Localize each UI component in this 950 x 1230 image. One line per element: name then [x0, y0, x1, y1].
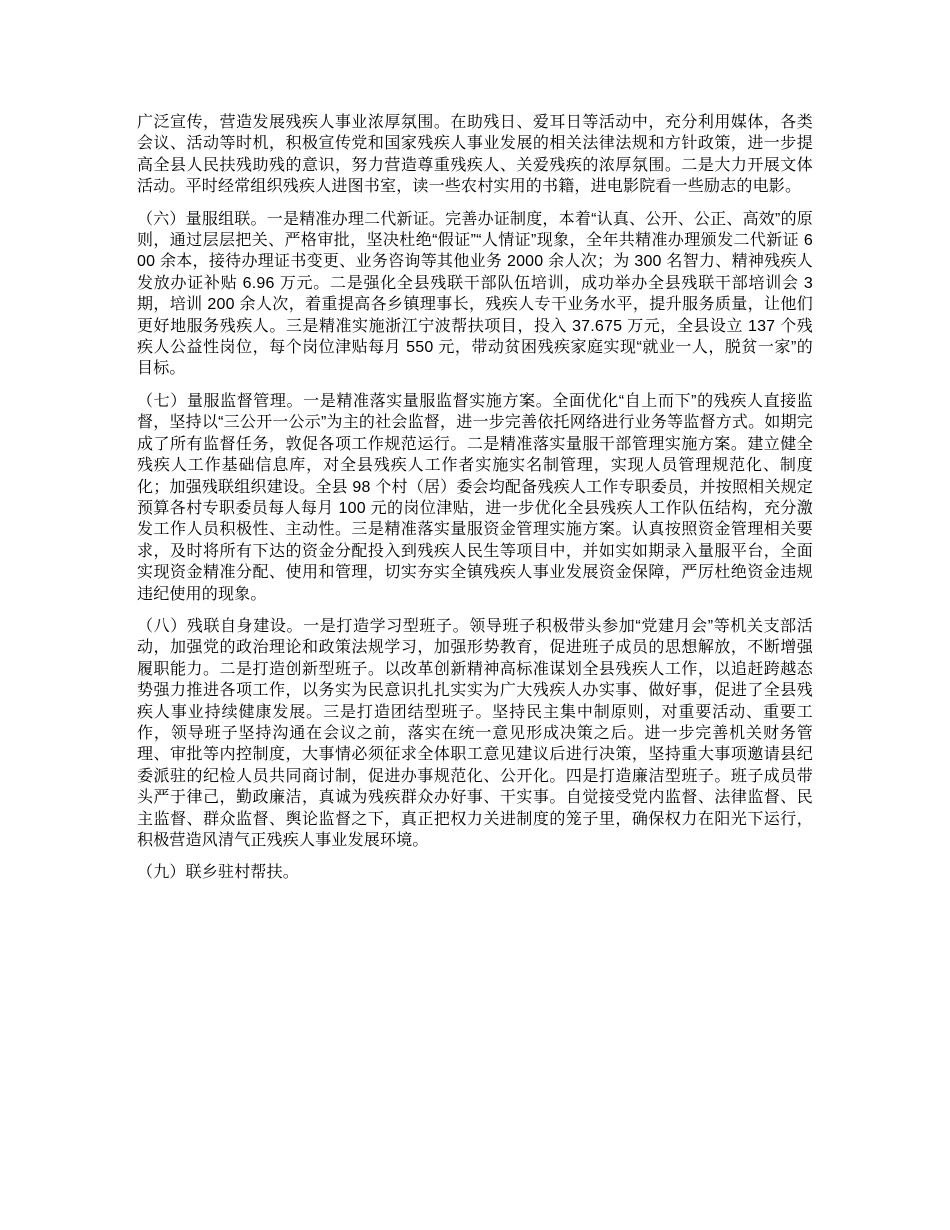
paragraph-section-8: （八）残联自身建设。一是打造学习型班子。领导班子积极带头参加“党建月会”等机关支部活动，加强党的政治理论和政策法规学习，加强形势教育，促进班子成员的思想解放，不断增强履职能力。二是打造创新型班子。以改革创新精神高标准谋划全县残疾人工作，以追赶跨越态势强力推进各项工作，以务实为民意识扎扎实实为广大残疾人办实事、做好事，促进了全县残疾人事业持续健康发展。三是打造团结型班子。坚持民主集中制原则，对重要活动、重要工作，领导班子坚持沟通在会议之前，落实在统一意见形成决策之后。进一步完善机关财务管理、审批等内控制度，大事情必须征求全体职工意见建议后进行决策，坚持重大事项邀请县纪委派驻的纪检人员共同商讨制，促进办事规范化、公开化。四是打造廉洁型班子。班子成员带头严于律己，勤政廉洁，真诚为残疾群众办好事、干实事。自觉接受党内监督、法律监督、民主监督、群众监督、舆论监督之下，真正把权力关进制度的笼子里，确保权力在阳光下运行，积极营造风清气正残疾人事业发展环境。: [137, 617, 813, 849]
paragraph-section-7: （七）量服监督管理。一是精准落实量服监督实施方案。全面优化“自上而下”的残疾人直接监督，坚持以“三公开一公示”为主的社会监督，进一步完善依托网络进行业务等监督方式。如期完成了所有监督任务，敦促各项工作规范运行。二是精准落实量服干部管理实施方案。建立健全残疾人工作基础信息库，对全县残疾人工作者实施实名制管理，实现人员管理规范化、制度化；加强残联组织建设。全县 98 个村（居）委会均配备残疾人工作专职委员，并按照相关规定预算各村专职委员每人每月 100 元的岗位津贴，进一步优化全县残疾人工作队伍结构，充分激发工作人员积极性、主动性。三是精准落实量服资金管理实施方案。认真按照资金管理相关要求，及时将所有下达的资金分配投入到残疾人民生等项目中，并如实如期录入量服平台，全面实现资金精准分配、使用和管理，切实夯实全镇残疾人事业发展资金保障，严厉杜绝资金违规违纪使用的现象。: [137, 392, 813, 603]
paragraph-continuation-publicity: 广泛宣传，营造发展残疾人事业浓厚氛围。在助残日、爱耳日等活动中，充分利用媒体，各类会议、活动等时机，积极宣传党和国家残疾人事业发展的相关法律法规和方针政策，进一步提高全县人民扶残助残的意识，努力营造尊重残疾人、关爱残疾的浓厚氛围。二是大力开展文体活动。平时经常组织残疾人进图书室，读一些农村实用的书籍，进电影院看一些励志的电影。: [137, 114, 813, 196]
paragraph-section-6: （六）量服组联。一是精准办理二代新证。完善办证制度，本着“认真、公开、公正、高效”的原则，通过层层把关、严格审批，坚决杜绝“假证”“人情证”现象，全年共精准办理颁发二代新证 600 余本，接待办理证书变更、业务咨询等其他业务 2000 余人次；为 300 名智力、精神残疾人发放办证补贴 6.96 万元。二是强化全县残联干部队伍培训，成功举办全县残联干部培训会 3 期，培训 200 余人次，着重提高各乡镇理事长，残疾人专干业务水平，提升服务质量，让他们更好地服务残疾人。三是精准实施浙江宁波帮扶项目，投入 37.675 万元，全县设立 137 个残疾人公益性岗位，每个岗位津贴每月 550 元，带动贫困残疾家庭实现“就业一人，脱贫一家”的目标。: [137, 210, 813, 378]
document-text-block: [137, 112, 813, 895]
paragraph-section-9: （九）联乡驻村帮扶。: [137, 864, 300, 882]
